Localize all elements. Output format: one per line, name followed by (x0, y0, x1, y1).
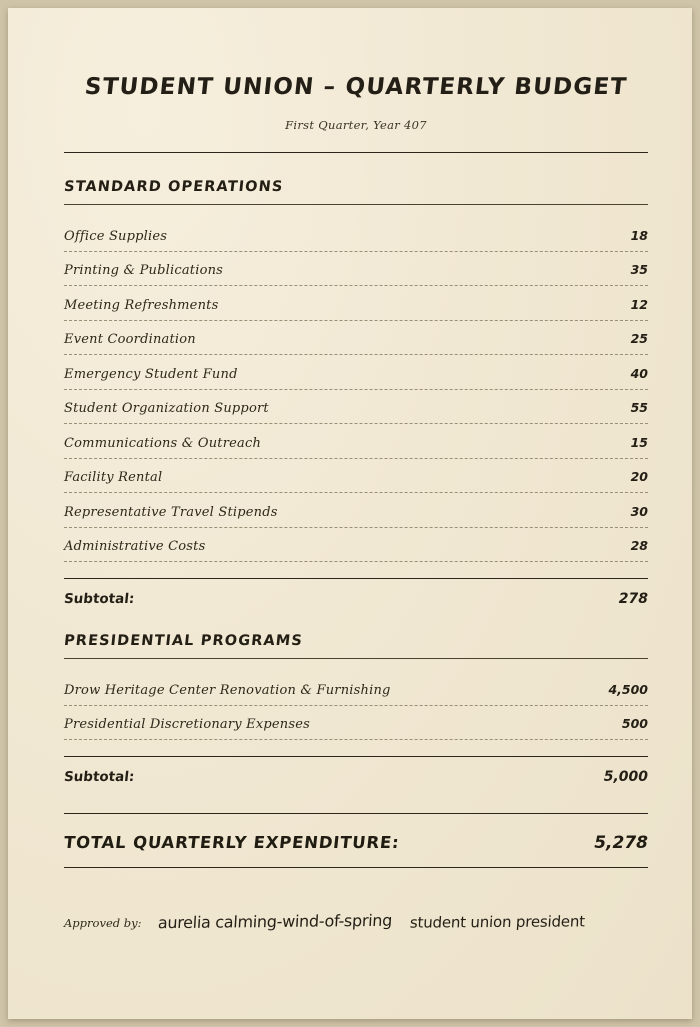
grand-total-amount: 5,278 (594, 833, 648, 853)
line-item-label: Student Organization Support (64, 401, 269, 416)
approval-block (64, 912, 648, 931)
section-heading-divider (64, 658, 648, 659)
line-item-amount: 15 (630, 434, 648, 450)
table-row (64, 671, 648, 706)
budget-document-page (8, 8, 692, 1019)
section-heading: STANDARD OPERATIONS (63, 179, 285, 195)
line-item-label: Drow Heritage Center Renovation & Furnishing (64, 682, 391, 698)
subtotal-amount: 5,000 (603, 769, 648, 785)
section-heading-divider (64, 204, 648, 205)
line-item-list (64, 217, 648, 562)
table-row (64, 528, 648, 563)
table-row (64, 252, 648, 287)
line-item-amount: 55 (630, 400, 648, 415)
section-standard-operations (64, 153, 648, 607)
grand-total-label: TOTAL QUARTERLY EXPENDITURE: (63, 833, 401, 852)
section-subtotal (64, 578, 648, 607)
line-item-amount: 28 (630, 538, 648, 553)
line-item-label: Facility Rental (64, 470, 163, 485)
line-item-amount: 500 (621, 716, 648, 731)
table-row (64, 390, 648, 425)
table-row (64, 493, 648, 528)
table-row (64, 217, 648, 252)
signature-title: student union president (408, 912, 585, 932)
subtotal-amount: 278 (618, 591, 648, 607)
line-item-label: Meeting Refreshments (64, 297, 219, 313)
table-row (64, 424, 648, 459)
line-item-amount: 40 (630, 365, 648, 381)
line-item-label: Emergency Student Fund (64, 366, 238, 382)
document-content (64, 8, 648, 1019)
signature: aurelia calming-wind-of-spring (156, 910, 393, 933)
grand-total-row (64, 817, 648, 868)
line-item-amount: 18 (630, 227, 648, 243)
subtotal-label: Subtotal: (63, 591, 136, 607)
line-item-label: Event Coordination (64, 332, 196, 347)
line-item-label: Printing & Publications (64, 263, 224, 278)
line-item-label: Representative Travel Stipends (64, 504, 278, 520)
line-item-amount: 4,500 (608, 681, 648, 697)
grand-total-block (64, 813, 648, 868)
table-row (64, 706, 648, 741)
line-item-amount: 30 (630, 503, 648, 519)
subtotal-label: Subtotal: (63, 769, 136, 785)
line-item-amount: 20 (630, 469, 648, 484)
line-item-label: Office Supplies (64, 228, 168, 244)
table-row (64, 355, 648, 390)
section-heading: PRESIDENTIAL PROGRAMS (63, 633, 304, 649)
table-row (64, 286, 648, 321)
page-title: STUDENT UNION – QUARTERLY BUDGET (83, 74, 629, 100)
table-row (64, 321, 648, 356)
section-presidential-programs (64, 607, 648, 785)
line-item-label: Administrative Costs (64, 539, 206, 554)
line-item-label: Communications & Outreach (64, 435, 262, 451)
section-subtotal (64, 756, 648, 785)
approved-by-label: Approved by: (64, 916, 142, 930)
table-row (64, 459, 648, 494)
line-item-list (64, 671, 648, 740)
line-item-label: Presidential Discretionary Expenses (64, 717, 311, 732)
document-subtitle: First Quarter, Year 407 (285, 118, 427, 132)
line-item-amount: 12 (630, 296, 648, 312)
line-item-amount: 35 (630, 262, 648, 277)
line-item-amount: 25 (630, 331, 648, 346)
